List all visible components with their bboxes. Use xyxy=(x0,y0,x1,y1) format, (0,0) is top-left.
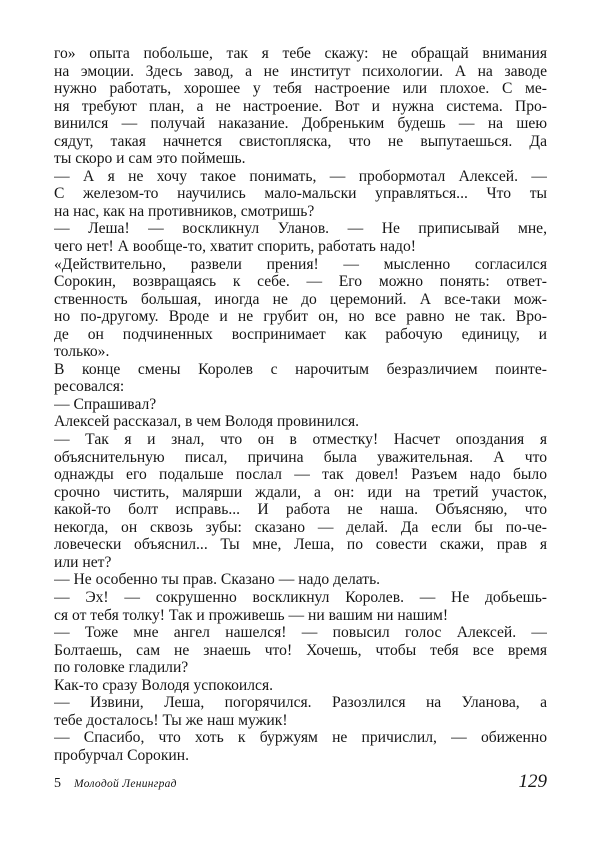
text-line: Сорокин, возвращаясь к себе. — Его можно понять: ответ- xyxy=(54,273,547,291)
text-line: некогда, он сквозь зубы: сказано — делай. Да если бы по-че- xyxy=(54,518,547,536)
text-line: однажды его подальше послал — так довел! Разъем надо было xyxy=(54,466,547,484)
text-line: винился — получай наказание. Добреньким будешь — на шею xyxy=(54,115,547,133)
text-line: ственность большая, иногда не до церемоний. А все-таки мож- xyxy=(54,290,547,308)
text-line: пробурчал Сорокин. xyxy=(54,746,190,764)
text-line: — Спрашивал? xyxy=(54,395,157,413)
text-line: — А я не хочу такое понимать, — пробормотал Алексей. — xyxy=(54,167,547,185)
text-line: ловечески объяснил... Ты мне, Леша, по совести скажи, прав я xyxy=(54,536,547,554)
text-line: — Извини, Леша, погорячился. Разозлился на Уланова, а xyxy=(54,694,547,712)
text-line: — Тоже мне ангел нашелся! — повысил голос Алексей. — xyxy=(54,624,547,642)
text-line: — Не особенно ты прав. Сказано — надо делать. xyxy=(54,571,381,589)
text-line: только». xyxy=(54,343,110,361)
text-line: какой-то болт исправь... И работа не наша. Объясняю, что xyxy=(54,501,547,519)
text-line: ся от тебя толку! Так и проживешь — ни вашим ни нашим! xyxy=(54,606,449,624)
text-line: чего нет! А вообще-то, хватит спорить, работать надо! xyxy=(54,238,416,256)
text-line: Болтаешь, сам не знаешь что! Хочешь, чтобы тебя все время xyxy=(54,641,547,659)
text-line: ты скоро и сам это поймешь. xyxy=(54,150,246,168)
text-line: де он подчиненных воспринимает как рабочую единицу, и xyxy=(54,325,547,343)
page-number: 129 xyxy=(518,771,547,792)
text-line: по головке гладили? xyxy=(54,659,189,677)
text-line: — Леша! — воскликнул Уланов. — Не приписывай мне, xyxy=(54,220,547,238)
signature-number: 5 xyxy=(54,776,61,791)
text-line: — Так я и знал, что он в отместку! Насчет опоздания я xyxy=(54,431,547,449)
text-line: или нет? xyxy=(54,553,112,571)
signature-name: Молодой Ленинград xyxy=(74,778,177,790)
text-line: нужно работать, хорошее у тебя настроение или плохое. С ме- xyxy=(54,80,547,98)
text-line: тебе досталось! Ты же наш мужик! xyxy=(54,711,288,729)
text-line: объяснительную писал, причина была уважительная. А что xyxy=(54,448,547,466)
text-line: срочно чистить, малярши ждали, а он: иди на третий участок, xyxy=(54,483,547,501)
text-line: но по-другому. Вроде и не грубит он, но все равно не так. Вро- xyxy=(54,308,547,326)
text-line: Алексей рассказал, в чем Володя провинился. xyxy=(54,413,360,431)
text-line: «Действительно, развели прения! — мысленно согласился xyxy=(54,255,547,273)
text-line: ресовался: xyxy=(54,378,125,396)
text-line: Как-то сразу Володя успокоился. xyxy=(54,676,274,694)
text-line: С железом-то научились мало-мальски управляться... Что ты xyxy=(54,185,547,203)
page-footer xyxy=(54,771,547,797)
text-line: на эмоции. Здесь завод, а не институт психологии. А на заводе xyxy=(54,62,547,80)
text-line: — Эх! — сокрушенно воскликнул Королев. — Не добьешь- xyxy=(54,588,547,606)
text-line: ня требуют план, а не настроение. Вот и нужна система. Про- xyxy=(54,97,547,115)
text-line: В конце смены Королев с нарочитым безразличием поинте- xyxy=(54,360,547,378)
text-line: на нас, как на противников, смотришь? xyxy=(54,202,315,220)
text-line: сядут, такая начнется свистопляска, что не выпутаешься. Да xyxy=(54,132,547,150)
text-line: — Спасибо, что хоть к буржуям не причислил, — обиженно xyxy=(54,729,547,747)
text-line: го» опыта побольше, так я тебе скажу: не обращай внимания xyxy=(54,45,547,62)
page-text xyxy=(54,45,547,764)
